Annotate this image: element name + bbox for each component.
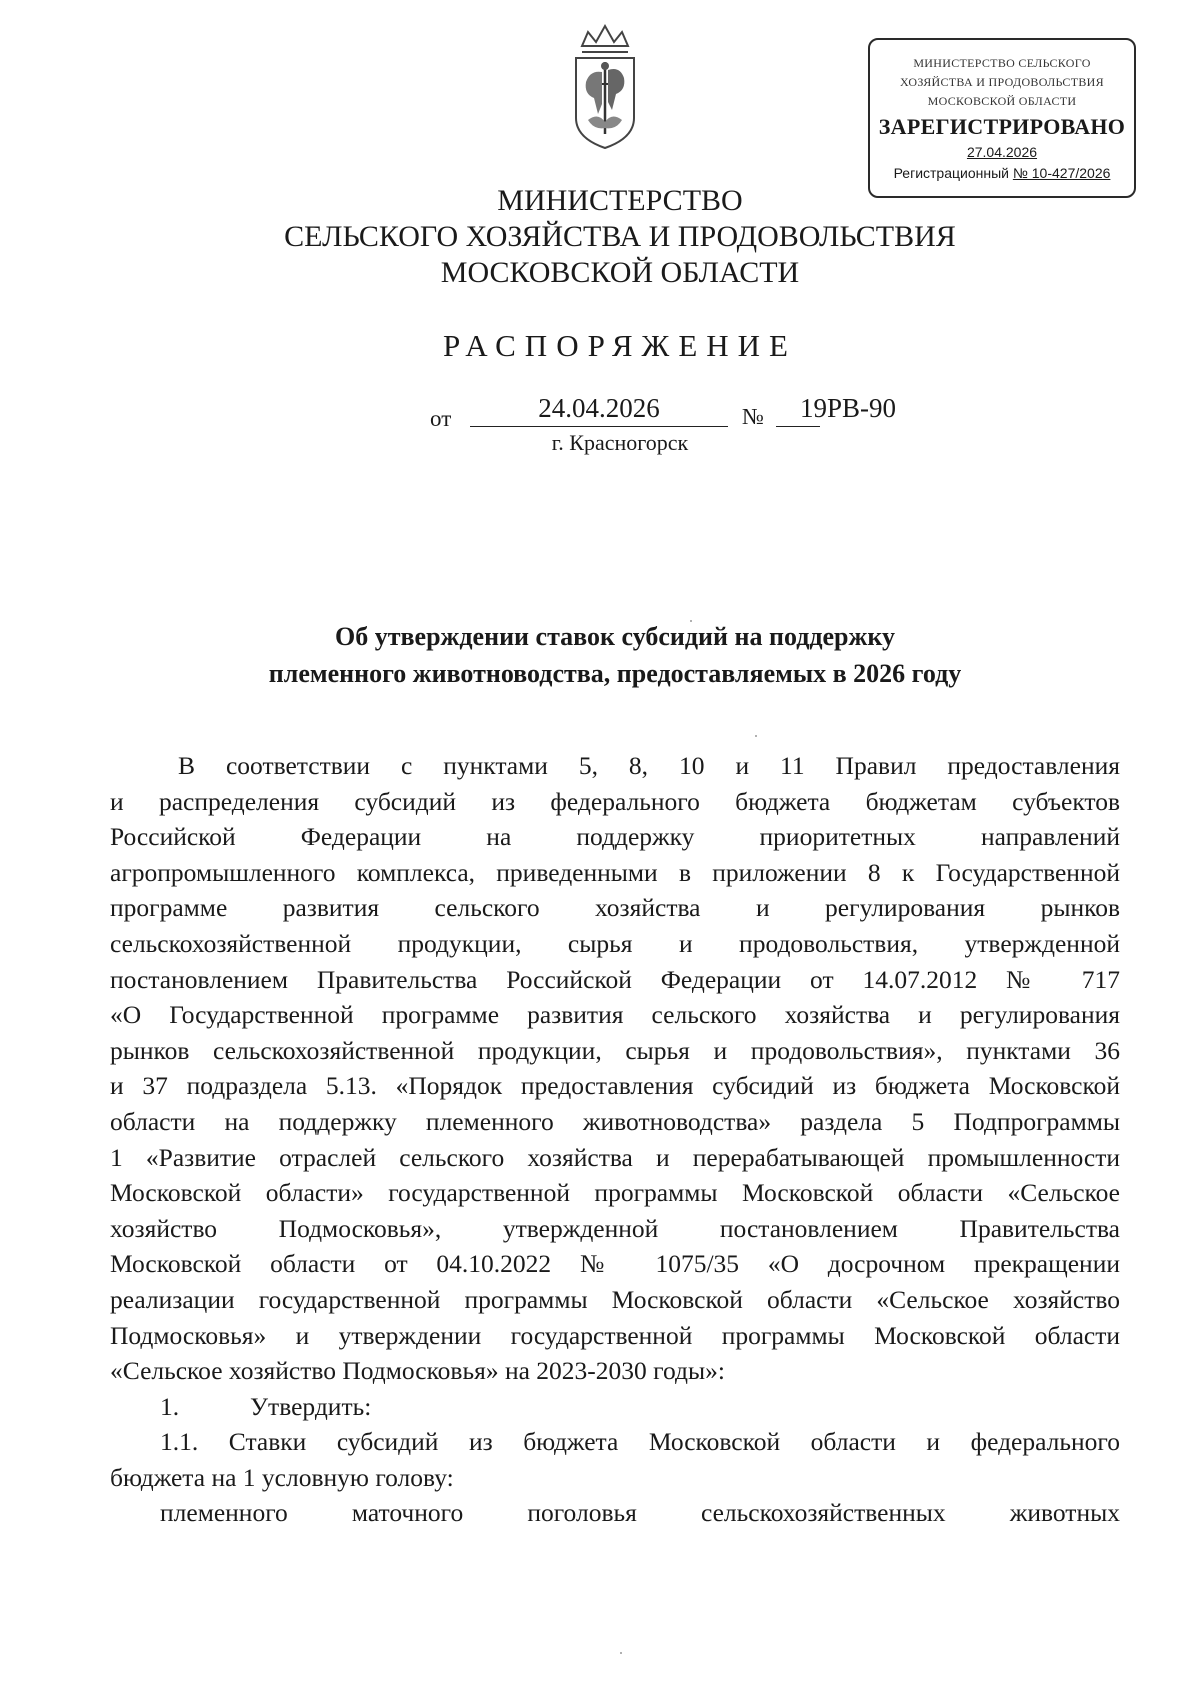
stamp-ministry-line: МОСКОВСКОЙ ОБЛАСТИ [927, 94, 1077, 108]
paragraph-line: хозяйство Подмосковья», утвержденной постановлением Правительства [110, 1213, 1120, 1243]
stamp-ministry-line: МИНИСТЕРСТВО СЕЛЬСКОГО [913, 56, 1091, 70]
stamp-reg-value: № 10-427/2026 [1012, 165, 1111, 181]
paragraph-line: сельскохозяйственной продукции, сырья и продовольствия, утвержденной [110, 928, 1120, 958]
from-label: от [430, 406, 452, 431]
registration-stamp [868, 38, 1136, 198]
paragraph-line: Российской Федерации на поддержку приоритетных направлений [110, 822, 1120, 852]
paragraph-line: Московской области от 04.10.2022 № 1075/35 «О досрочном прекращении [110, 1249, 1120, 1279]
paragraph-line: области на поддержку племенного животноводства» раздела 5 Подпрограммы [110, 1106, 1120, 1136]
ministry-title-line: СЕЛЬСКОГО ХОЗЯЙСТВА И ПРОДОВОЛЬСТВИЯ [284, 220, 956, 253]
document-type: РАСПОРЯЖЕНИЕ [443, 328, 797, 363]
paragraph-line: агропромышленного комплекса, приведенными в приложении 8 к Государственной [110, 857, 1120, 887]
paragraph-line: рынков сельскохозяйственной продукции, сырья и продовольствия», пунктами 36 [110, 1035, 1120, 1065]
paragraph-line: постановлением Правительства Российской Федерации от 14.07.2012 № 717 [110, 964, 1120, 994]
subject-line: племенного животноводства, предоставляемых в 2026 году [268, 659, 962, 688]
ministry-title-line: МИНИСТЕРСТВО [497, 184, 743, 217]
item-1 [110, 1389, 1120, 1425]
stamp-registration-number [870, 165, 1134, 181]
item-1-1-line: бюджета на 1 условную голову: [110, 1462, 454, 1492]
subject-line: Об утверждении ставок субсидий на поддержку [335, 622, 895, 651]
scan-speck [620, 1652, 622, 1654]
paragraph-line: 1 «Развитие отраслей сельского хозяйства и перерабатывающей промышленности [110, 1142, 1120, 1172]
number-label: № [742, 404, 764, 429]
document-subject [0, 618, 1200, 692]
date-number-line [430, 390, 950, 430]
stamp-registered-label: ЗАРЕГИСТРИРОВАНО [878, 114, 1126, 139]
paragraph-line: Московской области» государственной программы Московской области «Сельское [110, 1178, 1120, 1208]
paragraph-line: «Сельское хозяйство Подмосковья» на 2023-2030 годы»: [110, 1356, 725, 1386]
scan-speck [690, 620, 692, 622]
item-1-text: Утвердить: [250, 1391, 372, 1421]
paragraph-line: и 37 подраздела 5.13. «Порядок предоставления субсидий из бюджета Московской [110, 1071, 1120, 1101]
scan-speck [755, 735, 757, 737]
paragraph-line: программе развития сельского хозяйства и регулирования рынков [110, 893, 1120, 923]
paragraph-line: реализации государственной программы Московской области «Сельское хозяйство [110, 1284, 1120, 1314]
stamp-ministry-line: ХОЗЯЙСТВА И ПРОДОВОЛЬСТВИЯ [900, 75, 1104, 89]
paragraph-line: В соответствии с пунктами 5, 8, 10 и 11 Правил предоставления [178, 751, 1120, 780]
paragraph-line: Подмосковья» и утверждении государственной программы Московской области [110, 1320, 1120, 1350]
stamp-reg-label: Регистрационный [893, 165, 1013, 181]
document-body [110, 748, 1120, 1531]
item-1-1-line: 1.1. Ставки субсидий из бюджета Московской области и федерального [160, 1427, 1120, 1457]
paragraph-line: «О Государственной программе развития сельского хозяйства и регулирования [110, 1000, 1120, 1030]
ministry-title [0, 183, 1200, 291]
city: г. Красногорск [551, 430, 689, 455]
stamp-ministry-name [870, 54, 1134, 111]
ministry-title-line: МОСКОВСКОЙ ОБЛАСТИ [440, 256, 800, 289]
stamp-date: 27.04.2026 [966, 144, 1038, 160]
coat-of-arms-icon [568, 22, 642, 150]
document-date: 24.04.2026 [470, 390, 728, 427]
item-1-number: 1. [160, 1391, 180, 1421]
document-number: 19РВ-90 [800, 393, 897, 423]
paragraph-line: и распределения субсидий из федерального бюджета бюджетам субъектов [110, 786, 1120, 816]
continuation-line: племенного маточного поголовья сельскохозяйственных животных [160, 1498, 1120, 1528]
